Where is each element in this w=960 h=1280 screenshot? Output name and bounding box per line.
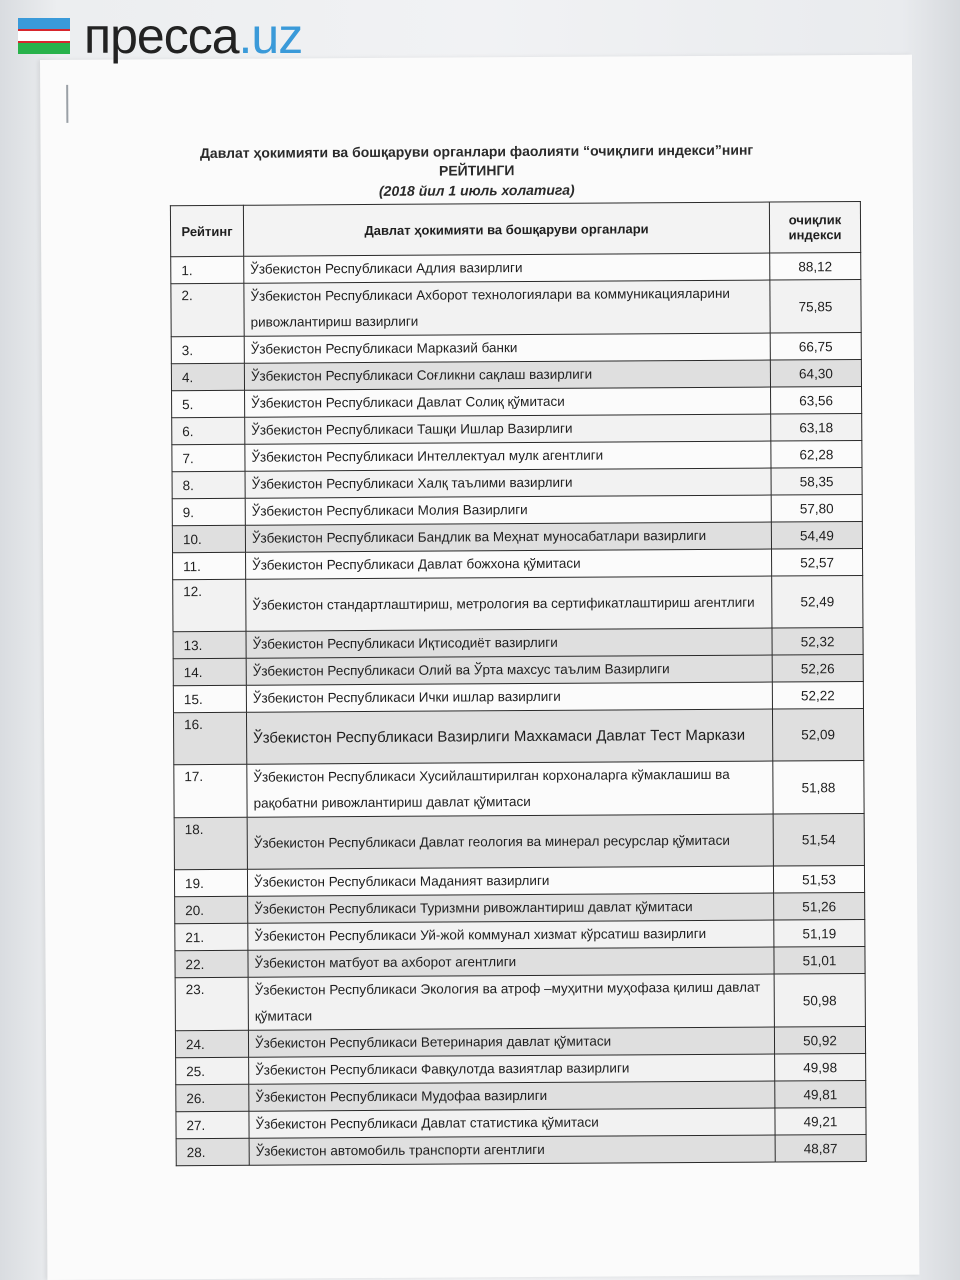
index-cell: 88,12 <box>770 252 861 280</box>
rank-cell: 18. <box>174 817 247 869</box>
title-line-2: РЕЙТИНГИ <box>438 162 515 179</box>
organization-cell: Ўзбекистон матбуот ва ахборот агентлиги <box>248 947 774 977</box>
rank-cell: 20. <box>175 896 248 923</box>
table-row <box>175 973 865 1030</box>
organization-cell: Ўзбекистон Республикаси Интеллектуал мулк агентлиги <box>245 441 771 471</box>
rank-cell: 5. <box>172 390 245 417</box>
organization-cell: Ўзбекистон Республикаси Марказий банки <box>244 333 770 363</box>
organization-cell: Ўзбекистон Республикаси Уй-жой коммунал хизмат кўрсатиш вазирлиги <box>248 920 774 950</box>
table-row <box>175 892 865 923</box>
index-cell: 51,54 <box>773 813 864 866</box>
index-cell: 63,56 <box>771 386 862 414</box>
header-index: очиқлик индекси <box>769 201 860 253</box>
watermark-tld: .uz <box>238 8 303 64</box>
table-row <box>172 386 862 417</box>
uzbek-flag-icon <box>18 18 70 54</box>
watermark-logo <box>18 6 302 66</box>
table-row <box>176 1053 866 1084</box>
table-row <box>176 1080 866 1111</box>
rank-cell: 11. <box>173 552 246 579</box>
table-row <box>175 946 865 977</box>
organization-cell: Ўзбекистон Республикаси Фавқулотда вазиятлар вазирлиги <box>249 1054 775 1084</box>
organization-cell: Ўзбекистон Республикаси Бандлик ва Меҳнат муносабатлари вазирлиги <box>245 522 771 552</box>
organization-cell: Ўзбекистон автомобиль транспорти агентлиги <box>249 1135 775 1165</box>
index-cell: 50,98 <box>774 973 865 1027</box>
organization-cell: Ўзбекистон Республикаси Давлат божхона қўмитаси <box>246 549 772 579</box>
table-row <box>172 467 862 498</box>
rank-cell: 4. <box>171 363 244 390</box>
rank-cell: 2. <box>171 283 244 336</box>
organization-cell: Ўзбекистон Республикаси Давлат статистика қўмитаси <box>249 1108 775 1138</box>
index-cell: 52,22 <box>772 681 863 709</box>
rating-table <box>170 201 867 1166</box>
organization-cell: Ўзбекистон Республикаси Ички ишлар вазирлиги <box>246 682 772 712</box>
table-row <box>173 548 863 579</box>
table-row <box>176 1134 866 1165</box>
table-row <box>171 252 861 283</box>
index-cell: 57,80 <box>771 494 862 522</box>
header-rank: Рейтинг <box>170 205 243 256</box>
organization-cell: Ўзбекистон Республикаси Маданият вазирлиги <box>247 866 773 896</box>
index-cell: 62,28 <box>771 440 862 468</box>
table-row <box>172 440 862 471</box>
index-cell: 48,87 <box>775 1134 866 1162</box>
organization-cell: Ўзбекистон Республикаси Давлат геология ва минерал ресурслар қўмитаси <box>247 814 773 869</box>
organization-cell: Ўзбекистон Республикаси Иқтисодиёт вазирлиги <box>246 628 772 658</box>
organization-cell: Ўзбекистон Республикаси Соғликни сақлаш вазирлиги <box>244 360 770 390</box>
document-title <box>41 140 913 203</box>
table-row <box>174 865 864 896</box>
organization-cell: Ўзбекистон Республикаси Ахборот технологиялари ва коммуникацияларини ривожлантириш вазирлиги <box>244 280 770 336</box>
rank-cell: 25. <box>176 1057 249 1084</box>
index-cell: 52,32 <box>772 627 863 655</box>
rank-cell: 6. <box>172 417 245 444</box>
table-row <box>174 760 864 817</box>
rank-cell: 14. <box>173 658 246 685</box>
index-cell: 51,19 <box>774 919 865 947</box>
rank-cell: 10. <box>172 525 245 552</box>
index-cell: 49,21 <box>775 1107 866 1135</box>
index-cell: 54,49 <box>771 521 862 549</box>
rank-cell: 27. <box>176 1111 249 1138</box>
index-cell: 51,01 <box>774 946 865 974</box>
index-cell: 50,92 <box>774 1026 865 1054</box>
index-cell: 58,35 <box>771 467 862 495</box>
rank-cell: 9. <box>172 498 245 525</box>
rank-cell: 19. <box>174 869 247 896</box>
organization-cell: Ўзбекистон Республикаси Ташқи Ишлар Вазирлиги <box>245 414 771 444</box>
title-line-1: Давлат ҳокимияти ва бошқаруви органлари фаолияти “очиқлиги индекси”нинг <box>199 141 754 162</box>
table-row <box>175 1026 865 1057</box>
table-row <box>173 654 863 685</box>
rank-cell: 24. <box>175 1030 248 1057</box>
index-cell: 63,18 <box>771 413 862 441</box>
rank-cell: 22. <box>175 950 248 977</box>
table-row <box>174 813 864 869</box>
rank-cell: 3. <box>171 336 244 363</box>
organization-cell: Ўзбекистон Республикаси Ветеринария давлат қўмитаси <box>248 1027 774 1057</box>
rank-cell: 15. <box>173 685 246 712</box>
table-row <box>171 332 861 363</box>
rank-cell: 12. <box>173 579 246 631</box>
index-cell: 66,75 <box>770 332 861 360</box>
title-line-3: (2018 йил 1 июль холатига) <box>378 181 575 199</box>
document-sheet <box>40 55 919 1280</box>
organization-cell: Ўзбекистон Республикаси Туризмни ривожлантириш давлат қўмитаси <box>248 893 774 923</box>
index-cell: 49,98 <box>775 1053 866 1081</box>
table-header-row <box>170 201 860 256</box>
table-row <box>172 494 862 525</box>
index-cell: 52,26 <box>772 654 863 682</box>
pen-mark <box>66 85 68 123</box>
index-cell: 52,57 <box>772 548 863 576</box>
index-cell: 52,49 <box>772 575 863 628</box>
table-row <box>173 575 863 631</box>
table-row <box>173 708 863 764</box>
organization-cell: Ўзбекистон стандартлаштириш, метрология ва сертификатлаштириш агентлиги <box>246 576 772 631</box>
organization-cell: Ўзбекистон Республикаси Хусийлаштирилган корхоналарга кўмаклашиш ва рақобатни ривожлантириш давлат қўмитаси <box>247 761 773 817</box>
organization-cell: Ўзбекистон Республикаси Халқ таълими вазирлиги <box>245 468 771 498</box>
table-row <box>171 279 861 336</box>
organization-cell: Ўзбекистон Республикаси Давлат Солиқ қўмитаси <box>245 387 771 417</box>
rank-cell: 7. <box>172 444 245 471</box>
index-cell: 75,85 <box>770 279 861 333</box>
rank-cell: 21. <box>175 923 248 950</box>
table-row <box>173 681 863 712</box>
rank-cell: 17. <box>174 764 247 817</box>
table-row <box>176 1107 866 1138</box>
rank-cell: 13. <box>173 631 246 658</box>
rank-cell: 1. <box>171 256 244 283</box>
index-cell: 49,81 <box>775 1080 866 1108</box>
index-cell: 51,26 <box>774 892 865 920</box>
header-organization: Давлат ҳокимияти ва бошқаруви органлари <box>243 202 769 256</box>
index-cell: 51,88 <box>773 760 864 814</box>
organization-cell: Ўзбекистон Республикаси Вазирлиги Махкамаси Давлат Тест Маркази <box>246 709 772 764</box>
organization-cell: Ўзбекистон Республикаси Мудофаа вазирлиги <box>249 1081 775 1111</box>
index-cell: 64,30 <box>770 359 861 387</box>
rank-cell: 26. <box>176 1084 249 1111</box>
table-row <box>171 359 861 390</box>
watermark-brand: пресса <box>84 8 239 64</box>
rank-cell: 16. <box>173 712 246 764</box>
table-row <box>172 413 862 444</box>
rank-cell: 23. <box>175 977 248 1030</box>
organization-cell: Ўзбекистон Республикаси Молия Вазирлиги <box>245 495 771 525</box>
rank-cell: 28. <box>176 1138 249 1165</box>
organization-cell: Ўзбекистон Республикаси Олий ва Ўрта махсус таълим Вазирлиги <box>246 655 772 685</box>
table-row <box>173 627 863 658</box>
table-row <box>175 919 865 950</box>
index-cell: 52,09 <box>772 708 863 761</box>
organization-cell: Ўзбекистон Республикаси Экология ва атроф –муҳитни муҳофаза қилиш давлат қўмитаси <box>248 974 774 1030</box>
index-cell: 51,53 <box>773 865 864 893</box>
table-row <box>172 521 862 552</box>
organization-cell: Ўзбекистон Республикаси Адлия вазирлиги <box>244 253 770 283</box>
rank-cell: 8. <box>172 471 245 498</box>
